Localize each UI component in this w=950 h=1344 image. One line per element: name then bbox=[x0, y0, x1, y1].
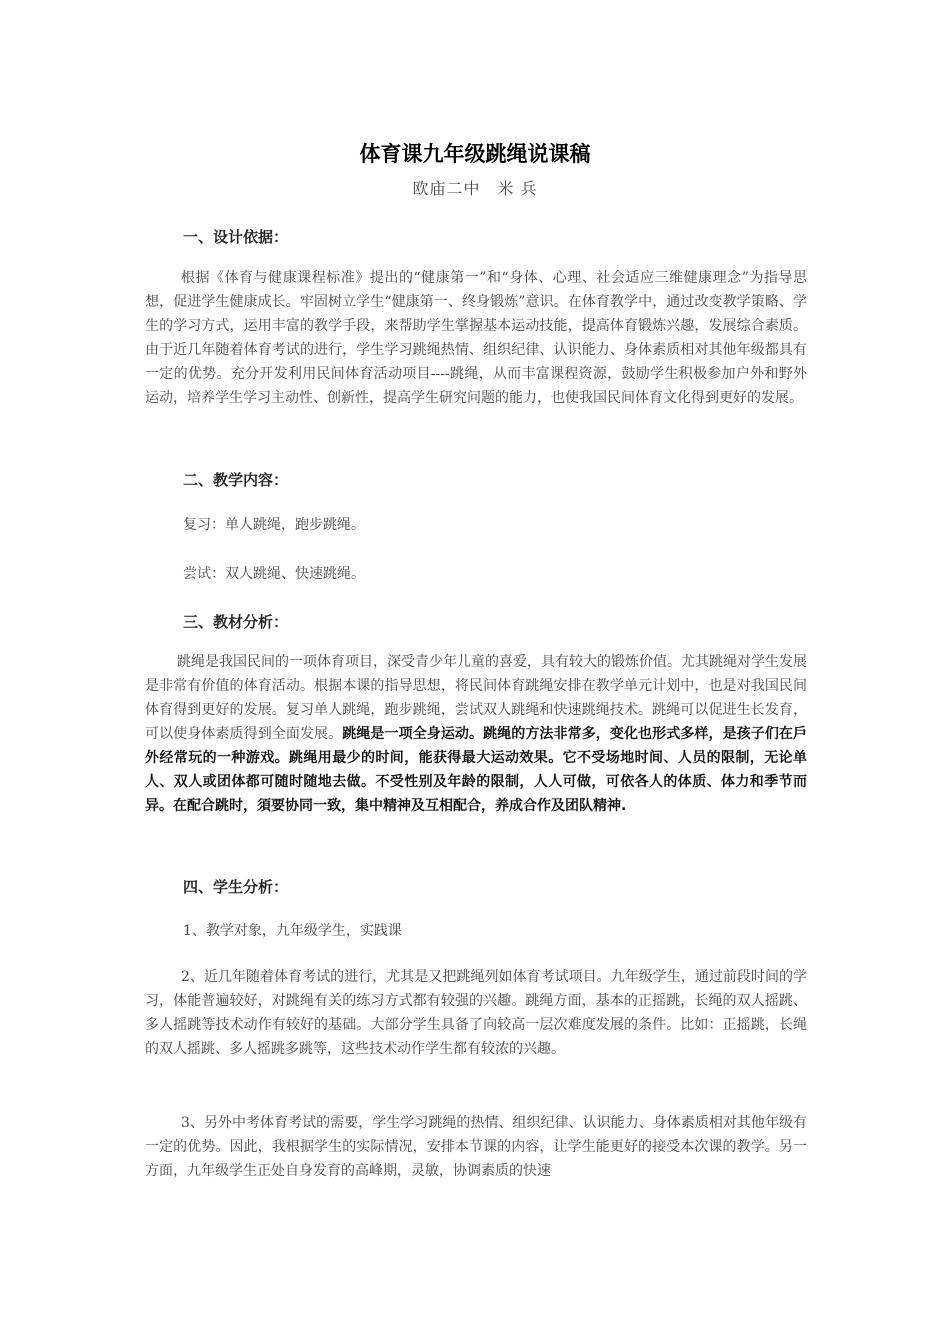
section-body-design-basis: 根据《体育与健康课程标准》提出的“健康第一”和“身体、心理、社会适应三维健康理念”为指导思想，促进学生健康成长。牢固树立学生“健康第一、终身锻炼”意识。在体育教学中，通过改变教学策略、学生的学习方式，运用丰富的教学手段，来帮助学生掌握基本运动技能，提高体育锻炼兴趣，发展综合素质。由于近几年随着体育考试的进行，学生学习跳绳热情、组织纪律、认识能力、身体素质相对其他年级都具有一定的优势。充分开发利用民间体育活动项目----跳绳，从而丰富课程资源，鼓励学生积极参加户外和野外运动，培养学生学习主动性、创新性，提高学生研究问题的能力，也使我国民间体育文化得到更好的发展。 bbox=[145, 270, 807, 406]
section-heading-material-analysis: 三、教材分析： bbox=[183, 613, 289, 631]
section-body-material-analysis bbox=[145, 650, 807, 818]
student-analysis-item-1: 1、教学对象，九年级学生，实践课 bbox=[183, 923, 402, 939]
document-author: 欧庙二中 米 兵 bbox=[412, 179, 538, 198]
student-analysis-item-3: 3、另外中考体育考试的需要，学生学习跳绳的热情、组织纪律、认识能力、身体素质相对其他年级有一定的优势。因此，我根据学生的实际情况，安排本节课的内容，让学生能更好的接受本次课的教学。另一方面，九年级学生正处自身发育的高峰期，灵敏，协调素质的快速 bbox=[145, 1115, 807, 1179]
teaching-content-attempt: 尝试：双人跳绳、快速跳绳。 bbox=[183, 566, 365, 582]
material-analysis-bold-text: 跳绳是一项全身运动。跳绳的方法非常多，变化也形式多样，是孩子们在戶外经常玩的一种游戏。跳绳用最少的时间，能获得最大运动效果。它不受场地时间、人员的限制，无论单人、双人或团体都可随时随地去做。不受性别及年龄的限制，人人可做，可依各人的体质、体力和季节而异。在配合跳时，須要协同一致，集中精神及互相配合，养成合作及团队精神. bbox=[145, 726, 807, 814]
student-analysis-item-2: 2、近几年随着体育考试的进行，尤其是又把跳绳列如体育考试项目。九年级学生，通过前段时间的学习，体能普遍较好，对跳绳有关的练习方式都有较强的兴趣。跳绳方面，基本的正摇跳，长绳的双人摇跳、多人摇跳等技术动作有较好的基础。大部分学生具备了向较高一层次难度发展的条件。比如：正摇跳，长绳的双人摇跳、多人摇跳多跳等，这些技术动作学生都有较浓的兴趣。 bbox=[145, 969, 807, 1057]
teaching-content-review: 复习：单人跳绳，跑步跳绳。 bbox=[183, 517, 365, 533]
section-heading-student-analysis: 四、学生分析： bbox=[183, 878, 289, 896]
section-heading-design-basis: 一、设计依据： bbox=[183, 228, 289, 246]
section-heading-teaching-content: 二、教学内容： bbox=[183, 471, 289, 489]
document-title: 体育课九年级跳绳说课稿 bbox=[359, 142, 591, 166]
material-analysis-normal-text: 跳绳是我国民间的一项体育项目，深受青少年儿童的喜爱，具有较大的锻炼价值。尤其跳绳对学生发展是非常有价值的体育活动。根据本课的指导思想，将民间体育跳绳安排在教学单元计划中，也是对我国民间体育得到更好的发展。复习单人跳绳，跑步跳绳，尝试双人跳绳和快速跳绳技术。跳绳可以促进生长发育，可以使身体素质得到全面发展。 bbox=[145, 654, 807, 742]
